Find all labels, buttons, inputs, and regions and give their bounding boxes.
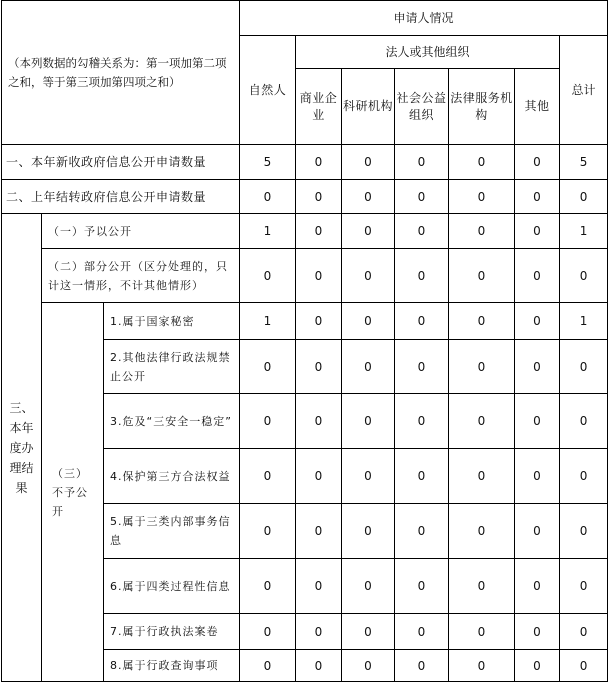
cell: 0 xyxy=(515,449,560,504)
row-label-disclose: （一）予以公开 xyxy=(42,214,240,249)
row-label-item: 7.属于行政执法案卷 xyxy=(104,614,240,650)
cell: 0 xyxy=(296,249,342,303)
header-other: 其他 xyxy=(515,69,560,145)
cell: 0 xyxy=(395,249,449,303)
header-commercial: 商业企业 xyxy=(296,69,342,145)
row-label-carried-over: 二、上年结转政府信息公开申请数量 xyxy=(2,180,240,214)
cell: 0 xyxy=(395,145,449,180)
cell: 0 xyxy=(296,303,342,340)
row-label-item: 6.属于四类过程性信息 xyxy=(104,559,240,614)
cell: 0 xyxy=(449,394,515,449)
cell: 0 xyxy=(515,504,560,559)
cell: 0 xyxy=(515,650,560,682)
cell: 0 xyxy=(240,340,296,394)
cell: 0 xyxy=(296,145,342,180)
cell: 0 xyxy=(342,559,395,614)
cell: 0 xyxy=(240,449,296,504)
cell: 0 xyxy=(449,340,515,394)
cell: 0 xyxy=(560,180,608,214)
cell: 0 xyxy=(449,559,515,614)
cell: 0 xyxy=(395,559,449,614)
cell: 0 xyxy=(395,180,449,214)
cell: 0 xyxy=(449,145,515,180)
cell: 0 xyxy=(342,145,395,180)
cell: 0 xyxy=(449,650,515,682)
table-row xyxy=(2,303,608,340)
cell: 0 xyxy=(395,394,449,449)
cell: 0 xyxy=(560,394,608,449)
cell: 0 xyxy=(515,303,560,340)
cell: 0 xyxy=(395,449,449,504)
cell: 0 xyxy=(240,504,296,559)
cell: 0 xyxy=(240,614,296,650)
cell: 0 xyxy=(449,504,515,559)
row-label-item: 5.属于三类内部事务信息 xyxy=(104,504,240,559)
cell: 0 xyxy=(560,614,608,650)
cell: 0 xyxy=(240,559,296,614)
row-group-results: 三、本年度办理结果 xyxy=(2,214,42,682)
cell: 0 xyxy=(240,394,296,449)
header-applicant-situation: 申请人情况 xyxy=(240,1,608,36)
cell: 0 xyxy=(449,303,515,340)
cell: 0 xyxy=(395,614,449,650)
cell: 0 xyxy=(240,180,296,214)
cell: 0 xyxy=(342,394,395,449)
cell: 0 xyxy=(296,449,342,504)
cell: 0 xyxy=(296,394,342,449)
cell: 5 xyxy=(240,145,296,180)
row-group-not-disclose: （三）不予公开 xyxy=(42,303,104,682)
cell: 0 xyxy=(395,340,449,394)
header-total: 总计 xyxy=(560,36,608,145)
header-research: 科研机构 xyxy=(342,69,395,145)
cell: 0 xyxy=(560,449,608,504)
row-label-item: 3.危及“三安全一稳定” xyxy=(104,394,240,449)
cell: 0 xyxy=(395,214,449,249)
row-label-item: 2.其他法律行政法规禁止公开 xyxy=(104,340,240,394)
cell: 0 xyxy=(515,340,560,394)
cell: 0 xyxy=(515,180,560,214)
cell: 0 xyxy=(342,249,395,303)
cell: 1 xyxy=(560,214,608,249)
cell: 0 xyxy=(296,504,342,559)
cell: 0 xyxy=(296,559,342,614)
cell: 0 xyxy=(449,214,515,249)
cell: 0 xyxy=(342,303,395,340)
cell: 0 xyxy=(342,614,395,650)
cell: 0 xyxy=(515,214,560,249)
cell: 0 xyxy=(342,340,395,394)
table-row xyxy=(2,249,608,303)
cell: 0 xyxy=(515,614,560,650)
column-note: （本列数据的勾稽关系为：第一项加第二项之和，等于第三项加第四项之和） xyxy=(2,1,240,145)
cell: 0 xyxy=(296,214,342,249)
gov-info-disclosure-table xyxy=(1,0,608,682)
cell: 0 xyxy=(395,303,449,340)
cell: 0 xyxy=(560,340,608,394)
cell: 5 xyxy=(560,145,608,180)
cell: 0 xyxy=(296,340,342,394)
cell: 0 xyxy=(296,614,342,650)
header-natural-person: 自然人 xyxy=(240,36,296,145)
cell: 0 xyxy=(240,249,296,303)
row-label-item: 8.属于行政查询事项 xyxy=(104,650,240,682)
cell: 0 xyxy=(449,449,515,504)
table-row xyxy=(2,145,608,180)
cell: 0 xyxy=(395,504,449,559)
cell: 0 xyxy=(449,180,515,214)
row-label-new-requests: 一、本年新收政府信息公开申请数量 xyxy=(2,145,240,180)
cell: 0 xyxy=(342,180,395,214)
cell: 0 xyxy=(449,614,515,650)
cell: 0 xyxy=(515,249,560,303)
table-row xyxy=(2,214,608,249)
cell: 0 xyxy=(395,650,449,682)
cell: 0 xyxy=(449,249,515,303)
cell: 1 xyxy=(240,303,296,340)
cell: 0 xyxy=(560,559,608,614)
table-row xyxy=(2,180,608,214)
header-legal-service: 法律服务机构 xyxy=(449,69,515,145)
cell: 0 xyxy=(560,650,608,682)
cell: 0 xyxy=(560,249,608,303)
cell: 0 xyxy=(515,559,560,614)
row-label-item: 1.属于国家秘密 xyxy=(104,303,240,340)
cell: 0 xyxy=(342,449,395,504)
row-label-item: 4.保护第三方合法权益 xyxy=(104,449,240,504)
row-label-partial: （二）部分公开（区分处理的，只计这一情形，不计其他情形） xyxy=(42,249,240,303)
cell: 0 xyxy=(342,214,395,249)
cell: 0 xyxy=(515,145,560,180)
cell: 0 xyxy=(296,180,342,214)
cell: 1 xyxy=(240,214,296,249)
cell: 0 xyxy=(515,394,560,449)
cell: 0 xyxy=(342,650,395,682)
cell: 0 xyxy=(240,650,296,682)
cell: 0 xyxy=(296,650,342,682)
header-legal-person-group: 法人或其他组织 xyxy=(296,36,560,69)
cell: 1 xyxy=(560,303,608,340)
cell: 0 xyxy=(342,504,395,559)
header-social-welfare: 社会公益组织 xyxy=(395,69,449,145)
cell: 0 xyxy=(560,504,608,559)
